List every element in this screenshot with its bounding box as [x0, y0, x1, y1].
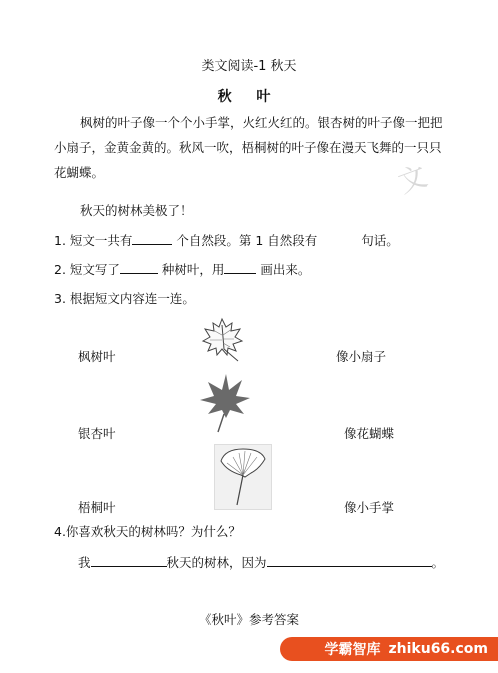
- question-1-blank-paragraphs[interactable]: [132, 232, 172, 245]
- question-2-text-b: 种树叶，用: [157, 262, 225, 277]
- question-3: 3. 根据短文内容连一连。: [54, 291, 195, 306]
- poem-paragraph-1: [54, 110, 446, 185]
- match-right-fan: 像小扇子: [336, 349, 387, 364]
- brand-banner[interactable]: [280, 637, 498, 661]
- question-1-text-c: 句话。: [361, 233, 399, 248]
- question-4: 4.你喜欢秋天的树林吗？为什么？: [54, 524, 241, 539]
- match-right-palm: 像小手掌: [344, 500, 395, 515]
- page-title: 类文阅读-1 秋天: [201, 59, 297, 74]
- question-4-answer-line: [78, 553, 444, 571]
- poem-paragraph-2: [54, 198, 446, 223]
- brand-name: 学霸智库: [324, 642, 381, 658]
- question-2-text-a: 2. 短文写了: [54, 262, 120, 277]
- answer-title: 《秋叶》参考答案: [198, 612, 299, 627]
- question-4-text-b: 秋天的树林，因为: [166, 555, 267, 570]
- watermark-glyph: 文: [393, 159, 432, 200]
- poem-paragraph-1-text: 枫树的叶子像一个个小手掌，火红火红的。银杏树的叶子像一把把小扇子，金黄金黄的。秋风一吹，梧桐树的叶子像在漫天飞舞的一只只花蝴蝶。: [54, 115, 443, 180]
- question-4-blank-like[interactable]: [91, 554, 167, 567]
- ginkgo-leaf-icon: [214, 444, 272, 510]
- match-left-wutong: 梧桐叶: [78, 500, 116, 515]
- question-2-blank-count[interactable]: [120, 261, 158, 274]
- question-2-text-c: 画出来。: [256, 262, 311, 277]
- poem-paragraph-2-text: 秋天的树林美极了！: [80, 203, 193, 218]
- question-4-blank-reason[interactable]: [267, 554, 432, 567]
- match-left-ginkgo: 银杏叶: [78, 426, 116, 441]
- outline-leaf-icon: [200, 315, 246, 363]
- question-2: [54, 260, 310, 278]
- match-right-butterfly: 像花蝴蝶: [344, 426, 395, 441]
- question-2-blank-mark[interactable]: [224, 261, 256, 274]
- question-1-text-a: 1. 短文一共有: [54, 233, 133, 248]
- poem-title: 秋 叶: [217, 89, 281, 105]
- question-1-text-b: 个自然段。第 1 自然段有: [172, 233, 318, 248]
- brand-url[interactable]: zhiku66.com: [388, 641, 488, 657]
- question-1: [54, 231, 399, 249]
- question-4-text-a: 我: [78, 555, 91, 570]
- maple-leaf-icon: [196, 370, 252, 434]
- match-left-maple: 枫树叶: [78, 349, 116, 364]
- question-4-text-c: 。: [431, 555, 445, 570]
